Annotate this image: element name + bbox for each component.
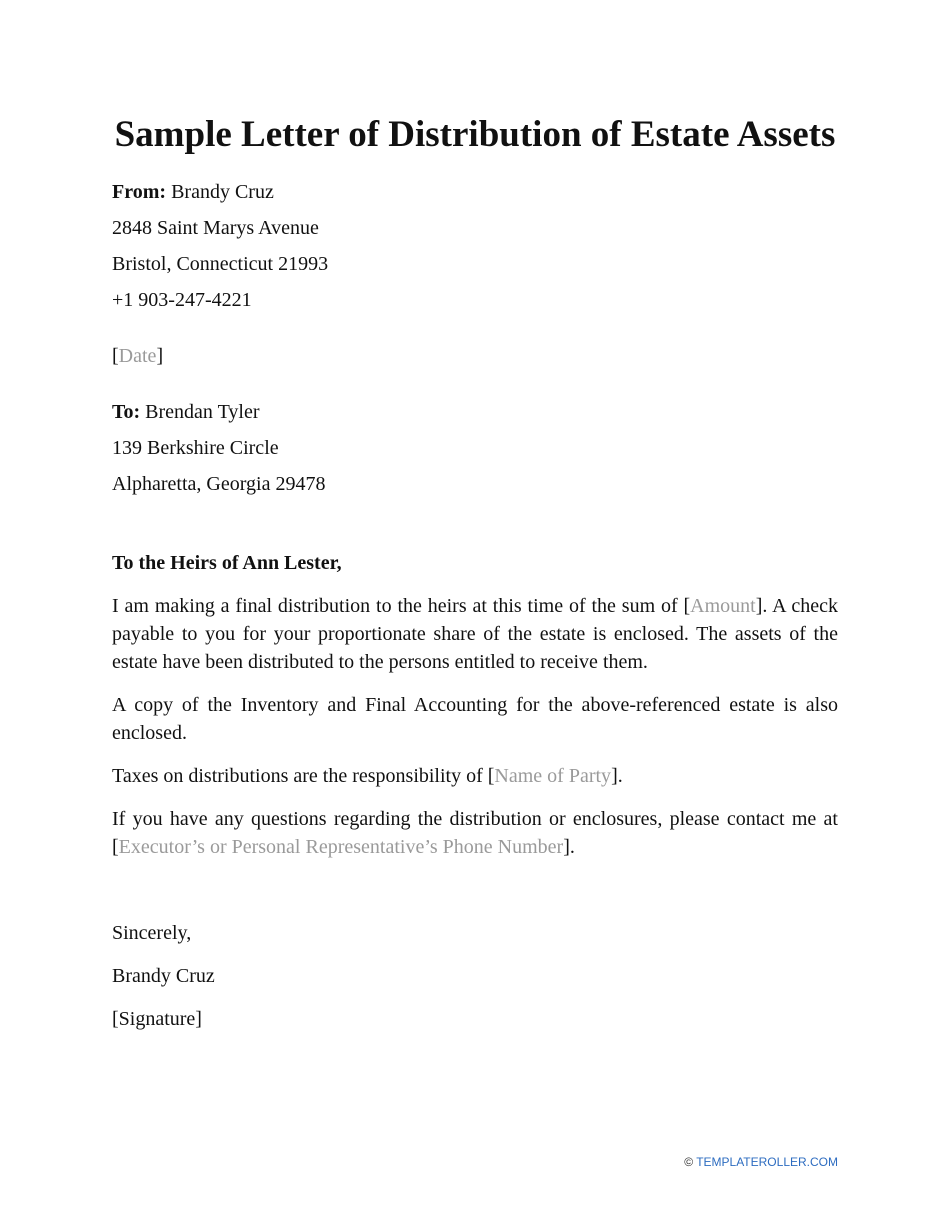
- body-paragraph-2: A copy of the Inventory and Final Accounting for the above-referenced estate is also enclosed.: [112, 694, 838, 744]
- recipient-address-line1: 139 Berkshire Circle: [112, 437, 279, 459]
- body-paragraph-4: If you have any questions regarding the distribution or enclosures, please contact me at [Executor’s or Personal Representative’s Phone Number].: [112, 808, 838, 858]
- signature-placeholder: [Signature]: [112, 1008, 202, 1030]
- sender-label: From:: [112, 181, 167, 203]
- recipient-label: To:: [112, 401, 141, 423]
- recipient-address-line2: Alpharetta, Georgia 29478: [112, 473, 326, 495]
- phone-number-placeholder: Executor’s or Personal Representative’s Phone Number: [118, 836, 564, 858]
- copyright-icon: ©: [684, 1155, 694, 1169]
- sender-name: Brandy Cruz: [171, 181, 274, 203]
- closing-sign-off: Sincerely,: [112, 922, 192, 944]
- party-name-placeholder: Name of Party: [494, 765, 612, 787]
- date-placeholder: Date: [118, 345, 157, 367]
- footer-credit: [684, 1154, 838, 1170]
- sender-address-line1: 2848 Saint Marys Avenue: [112, 217, 319, 239]
- recipient-name: Brendan Tyler: [145, 401, 260, 423]
- closing-name: Brandy Cruz: [112, 965, 215, 987]
- date-line: [Date]: [112, 345, 164, 367]
- body-paragraph-1: I am making a final distribution to the heirs at this time of the sum of [Amount]. A check payable to you for your proportionate share of the estate is enclosed. The assets of the estate have been distributed to the persons entitled to receive them.: [112, 595, 838, 673]
- sender-phone: +1 903-247-4221: [112, 289, 252, 311]
- body-paragraph-3: Taxes on distributions are the responsibility of [Name of Party].: [112, 765, 623, 787]
- sender-address-line2: Bristol, Connecticut 21993: [112, 253, 329, 275]
- templateroller-link[interactable]: TEMPLATEROLLER.COM: [696, 1155, 838, 1169]
- salutation: To the Heirs of Ann Lester,: [112, 552, 342, 574]
- document-title: Sample Letter of Distribution of Estate Assets: [114, 114, 836, 155]
- sender-name-line: [112, 178, 274, 206]
- recipient-name-line: [112, 398, 259, 426]
- letter-page: [112, 0, 838, 1230]
- amount-placeholder: Amount: [690, 595, 756, 617]
